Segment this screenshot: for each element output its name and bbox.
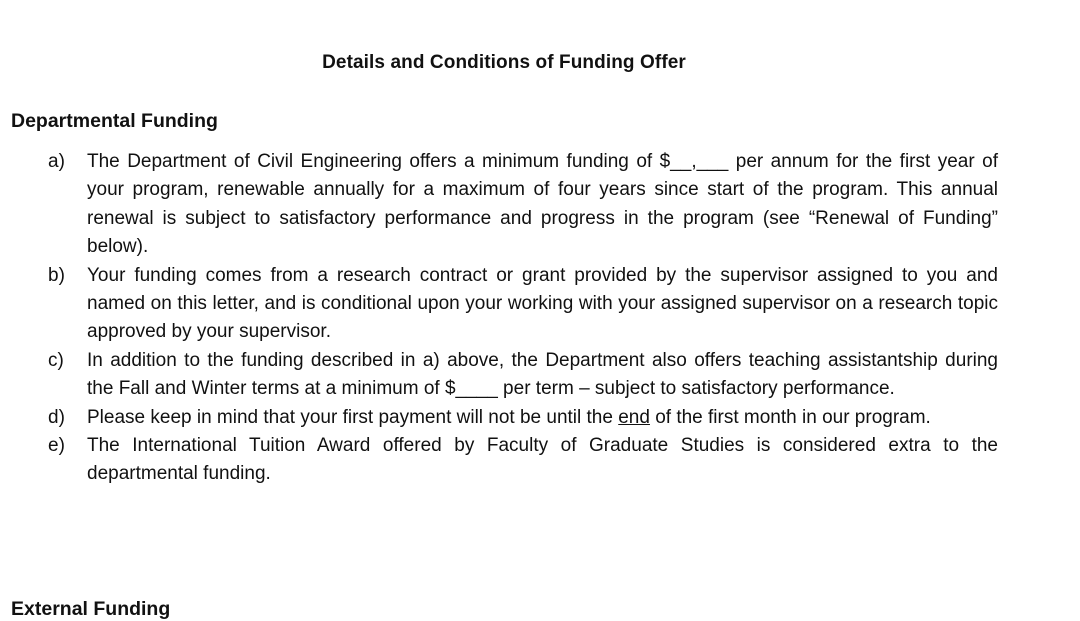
funding-conditions-list (48, 148, 998, 489)
list-item (48, 148, 998, 262)
document-title: Details and Conditions of Funding Offer (322, 52, 686, 73)
section-heading-external-funding: External Funding (11, 598, 171, 620)
list-marker: a) (48, 151, 65, 172)
list-item (48, 404, 998, 432)
emphasis-end: end (618, 406, 650, 428)
list-marker: b) (48, 264, 65, 286)
list-item-text: The Department of Civil Engineering offers a minimum funding of $__,___ per annum for the first year of your program, renewable annually for a maximum of four years since start of the program. This annual renewal is subject to satisfactory performance and progress in the program (see “Renewal of Funding” below). (87, 151, 998, 258)
list-marker: d) (48, 406, 65, 428)
list-item (48, 262, 998, 347)
list-item-text: Your funding comes from a research contract or grant provided by the supervisor assigned to you and named on this letter, and is conditional upon your working with your assigned supervisor on a research topic approved by your supervisor. (87, 264, 998, 343)
list-item-text-part: of the first month in our program. (649, 406, 931, 428)
list-item-text: In addition to the funding described in a) above, the Department also offers teaching assistantship during the Fall and Winter terms at a minimum of $____ per term – subject to satisfactory performance. (87, 349, 998, 400)
list-item-text-part: Please keep in mind that your first payment will not be until the (87, 406, 619, 428)
list-item-text: The International Tuition Award offered by Faculty of Graduate Studies is considered extra to the departmental funding. (87, 435, 998, 485)
list-marker: c) (48, 349, 64, 371)
list-marker: e) (48, 435, 65, 457)
section-heading-departmental-funding: Departmental Funding (11, 110, 218, 132)
list-item (48, 432, 998, 489)
list-item-text (87, 404, 998, 432)
list-item (48, 347, 998, 404)
